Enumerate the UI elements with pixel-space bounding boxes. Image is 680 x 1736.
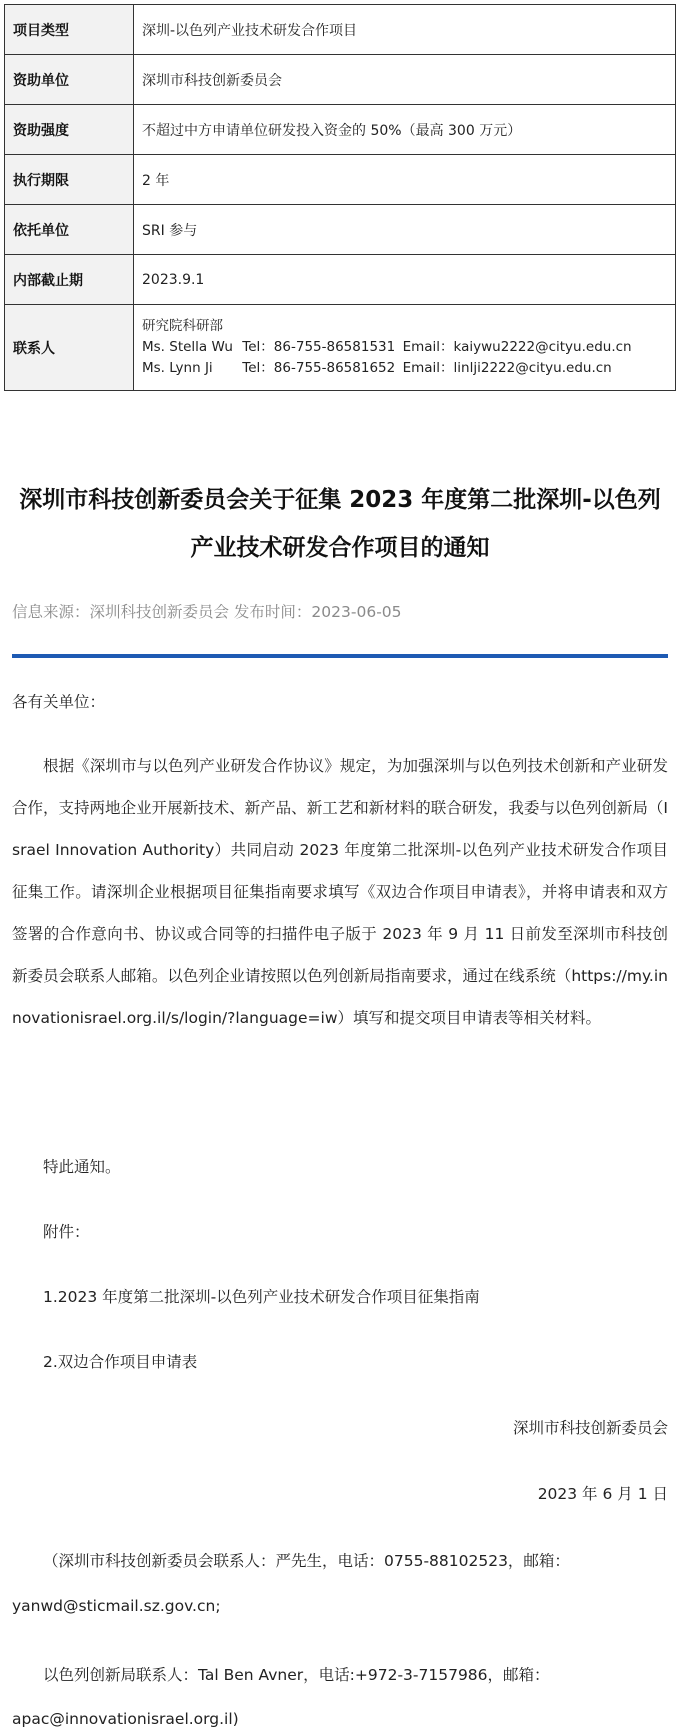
signature: 深圳市科技创新委员会 [512, 1419, 668, 1437]
contact-email[interactable]: Email：kaiywu2222@cityu.edu.cn [402, 339, 632, 355]
row-label: 资助单位 [5, 55, 134, 105]
table-row [5, 205, 676, 255]
contact-dept: 研究院科研部 [142, 318, 223, 334]
row-value: 深圳-以色列产业技术研发合作项目 [134, 5, 676, 55]
table-row [5, 105, 676, 155]
row-label: 项目类型 [5, 5, 134, 55]
contact-email-line: apac@innovationisrael.org.il) [12, 1710, 239, 1728]
contact-tel: Tel：86-755-86581652 [242, 360, 396, 376]
contact-cell [134, 305, 676, 391]
contact-email-line: yanwd@sticmail.sz.gov.cn; [12, 1597, 221, 1615]
contact-note: （深圳市科技创新委员会联系人：严先生，电话：0755-88102523，邮箱： [43, 1552, 570, 1570]
contact-person [142, 358, 667, 379]
attachment-item[interactable]: 2.双边合作项目申请表 [43, 1353, 198, 1371]
table-row [5, 255, 676, 305]
table-row [5, 155, 676, 205]
table-row [5, 5, 676, 55]
contact-person [142, 337, 667, 358]
contact-name: Ms. Stella Wu [142, 339, 233, 355]
notice-title: 深圳市科技创新委员会关于征集 2023 年度第二批深圳-以色列产业技术研发合作项目的通知 [19, 487, 661, 561]
attachment-item[interactable]: 1.2023 年度第二批深圳-以色列产业技术研发合作项目征集指南 [43, 1288, 480, 1306]
row-label: 依托单位 [5, 205, 134, 255]
contact-name: Ms. Lynn Ji [142, 360, 213, 376]
table-row [5, 55, 676, 105]
notice-paragraph: 根据《深圳市与以色列产业研发合作协议》规定，为加强深圳与以色列技术创新和产业研发合作，支持两地企业开展新技术、新产品、新工艺和新材料的联合研发，我委与以色列创新局（Israel Innovation Authority）共同启动 2023 年度第二批深圳-以色列产业技术研发合作项目征集工作。请深圳企业根据项目征集指南要求填写《双边合作项目申请表》，并将申请表和双方签署的合作意向书、协议或合同等的扫描件电子版于 2023 年 9 月 11 日前发至深圳市科技创新委员会联系人邮箱。以色列企业请按照以色列创新局指南要求，通过在线系统（https://my.innovationisrael.org.il/s/login/?language=iw）填写和提交项目申请表等相关材料。 [12, 757, 668, 1027]
row-label: 内部截止期 [5, 255, 134, 305]
closing-line: 特此通知。 [43, 1158, 121, 1176]
project-info-table [4, 4, 676, 391]
row-value: 深圳市科技创新委员会 [134, 55, 676, 105]
row-value: SRI 参与 [134, 205, 676, 255]
notice-meta: 信息来源：深圳科技创新委员会 发布时间：2023-06-05 [12, 603, 402, 621]
row-label: 资助强度 [5, 105, 134, 155]
row-value: 不超过中方申请单位研发投入资金的 50%（最高 300 万元） [134, 105, 676, 155]
row-label: 执行期限 [5, 155, 134, 205]
greeting: 各有关单位： [12, 693, 106, 711]
attachments-label: 附件： [43, 1223, 90, 1241]
contact-label: 联系人 [5, 305, 134, 391]
contact-tel: Tel：86-755-86581531 [242, 339, 396, 355]
table-row-contact [5, 305, 676, 391]
title-divider [12, 654, 668, 658]
contact-email[interactable]: Email：linlji2222@cityu.edu.cn [402, 360, 612, 376]
contact-note: 以色列创新局联系人：Tal Ben Avner，电话:+972-3-7157986，邮箱： [43, 1666, 550, 1684]
row-value: 2 年 [134, 155, 676, 205]
row-value: 2023.9.1 [134, 255, 676, 305]
notice-date: 2023 年 6 月 1 日 [537, 1485, 668, 1503]
